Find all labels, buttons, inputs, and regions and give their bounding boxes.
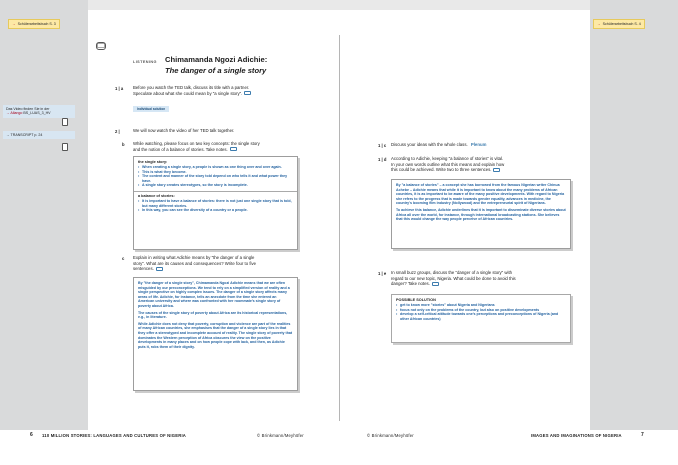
task-1a: Before you watch the TED talk, discuss its title with a partner. Speculate about what she could mean by "a single story".: [133, 85, 313, 96]
task-1e: In small buzz groups, discuss the "danger of a single story" with regard to our new topic, Nigeria. What could be done to avoid this danger? Take notes.: [391, 270, 516, 287]
section-badge-icon: [96, 42, 106, 50]
task-number: 1 | c: [378, 143, 387, 148]
balance-list: [138, 199, 293, 213]
list-item: • In this way, you can see the diversity of a country or a people.: [138, 208, 293, 213]
possible-solution-box: POSSIBLE SOLUTION • get to know more "stories" about Nigeria and Nigerians • focus not only on the problems of the country, but also on positive developments • develop a self-critical attitude towards one's perceptions and preconceptions of Nigeria (and other African countries): [391, 294, 571, 343]
left-margin-strip: [0, 0, 88, 430]
writing-icon: [156, 267, 163, 271]
task-number: c: [122, 256, 125, 261]
page-number-left: 6: [30, 432, 33, 438]
list-item: • This is what they become.: [138, 170, 293, 175]
list-item: • A single story creates stereotypes, so the story is incomplete.: [138, 183, 293, 188]
pair-work-icon: [244, 91, 251, 95]
task-number: 1 | a: [115, 86, 124, 91]
task-1c: Discuss your ideas with the whole class. Plenum: [391, 142, 487, 147]
task-2-intro: We will now watch the video of her TED talk together.: [133, 128, 235, 133]
plenum-tag: Plenum: [470, 142, 487, 147]
media-link-icon[interactable]: [62, 118, 68, 126]
answer-box-single-story: the single story: • When creating a single story, a people is shown as one thing over and over again. • This is what they become. • The content and manner of the story told depend on who tells it and what power they have. • A single story creates stereotypes, so the story is incomplete. a balance of stories: • It is important to have a balance of stories: there is not just one single story that is told, but many different stories. • In this way, you can see the diversity of a country or a people.: [133, 156, 298, 250]
footer-chapter-right: IMAGES AND IMAGINATIONS OF NIGERIA: [531, 433, 622, 438]
list-item: • develop a self-critical attitude towards one's perceptions and preconceptions of Nigeria (and other African countries): [396, 312, 566, 321]
list-item: • focus not only on the problems of the country, but also on positive developments: [396, 308, 566, 313]
page-subtitle: The danger of a single story: [165, 66, 267, 75]
list-item: • The content and manner of the story told depend on who tells it and what power they have.: [138, 174, 293, 183]
arrow-icon: →: [12, 22, 16, 26]
right-margin-strip: [590, 0, 678, 430]
footer-brand-left: © Brinkmann/Meyhöfer: [257, 433, 304, 438]
video-media-note[interactable]: Das Video finden Sie in der → Allango BS_LUAS_3_HV: [3, 105, 75, 118]
footer-brand-right: © Brinkmann/Meyhöfer: [367, 433, 414, 438]
section-label: LISTENING: [133, 60, 157, 64]
transcript-link-icon[interactable]: [62, 143, 68, 151]
notes-icon: [230, 147, 237, 151]
workbook-ref-right[interactable]: → Schülerarbeitsbuch S. 4: [593, 19, 645, 29]
task-2c: Explain in writing what Adichie means by "the danger of a single story". What are its causes and consequences? Write four to five sentences.: [133, 255, 257, 272]
answer-box-balance: By "a balance of stories" – a concept she has borrowed from the famous Nigerian writer Chinua Achebe – Adichie means that while it is important to know about the many problems of African countries, it is as important to be aware of the many positive developments. With regard to Nigeria she refers to the progress that is made towards gender equality, advances in medicine, the country's booming film industry (Nollywood) and the entrepreneurial spirit of Nigerians. To achieve this balance, Adichie underlines that it is important to disseminate diverse stories about Africa all over the world, for instance, through international broadcasting stations. She believes that this would change the way people perceive of African countries.: [391, 179, 571, 249]
group-work-icon: [432, 282, 439, 286]
list-item: • When creating a single story, a people is shown as one thing over and over again.: [138, 165, 293, 170]
divider: [134, 191, 297, 192]
page-gutter: [339, 35, 340, 421]
page-title: Chimamanda Ngozi Adichie:: [165, 55, 268, 64]
task-number: b: [122, 142, 125, 147]
task-number: 2 |: [115, 129, 120, 134]
answer-box-danger: By "the danger of a single story", Chimamanda Ngozi Adichie means that we are often misguided by our preconceptions. We tend to rely on a simplified version of reality and a single perspective on highly complex issues. The danger of a single story affects many areas of life. Adichie, for instance, tells an anecdote from the time she entered an American university and where was confronted with her roommate's single story of poverty about Africa. The causes of the single story of poverty about Africa are its historical representations, e.g., in literature. While Adichie does not deny that poverty, corruption and violence are part of the realities of many African countries, she emphasises that the danger of a single story lies in that they offer a stereotyped and incomplete account of reality. The single story of poverty that dominates the Western perception of Africa obscures the view on the positive developments in many places and on how people cope with lack, and then, as Adichie puts it, robs them of their dignity.: [133, 277, 298, 391]
footer-chapter-left: 110 MILLION STORIES: LANGUAGES AND CULTURES OF NIGERIA: [42, 433, 187, 438]
task-number: 1 | d: [378, 157, 387, 162]
task-2b: While watching, please focus on two key concepts: the single story and the notion of a balance of stories. Take notes.: [133, 141, 260, 152]
workbook-ref-left[interactable]: → Schülerarbeitsbuch S. 3: [8, 19, 60, 29]
single-story-list: [138, 165, 293, 188]
task-number: 1 | e: [378, 271, 387, 276]
writing-icon: [493, 168, 500, 172]
arrow-icon: →: [597, 22, 601, 26]
page-number-right: 7: [641, 432, 644, 438]
solution-list: [396, 303, 566, 321]
task-1d: According to Adichie, keeping "a balance of stories" is vital. In your own words outline what this means and explain how this could be achieved. Write two to three sentences.: [391, 156, 505, 173]
list-item: • It is important to have a balance of stories: there is not just one single story that is told, but many different stories.: [138, 199, 293, 208]
solution-pill: Individual solution: [133, 106, 169, 112]
list-item: • get to know more "stories" about Nigeria and Nigerians: [396, 303, 566, 308]
transcript-note[interactable]: → TRANSCRIPT p. 24: [3, 131, 75, 139]
